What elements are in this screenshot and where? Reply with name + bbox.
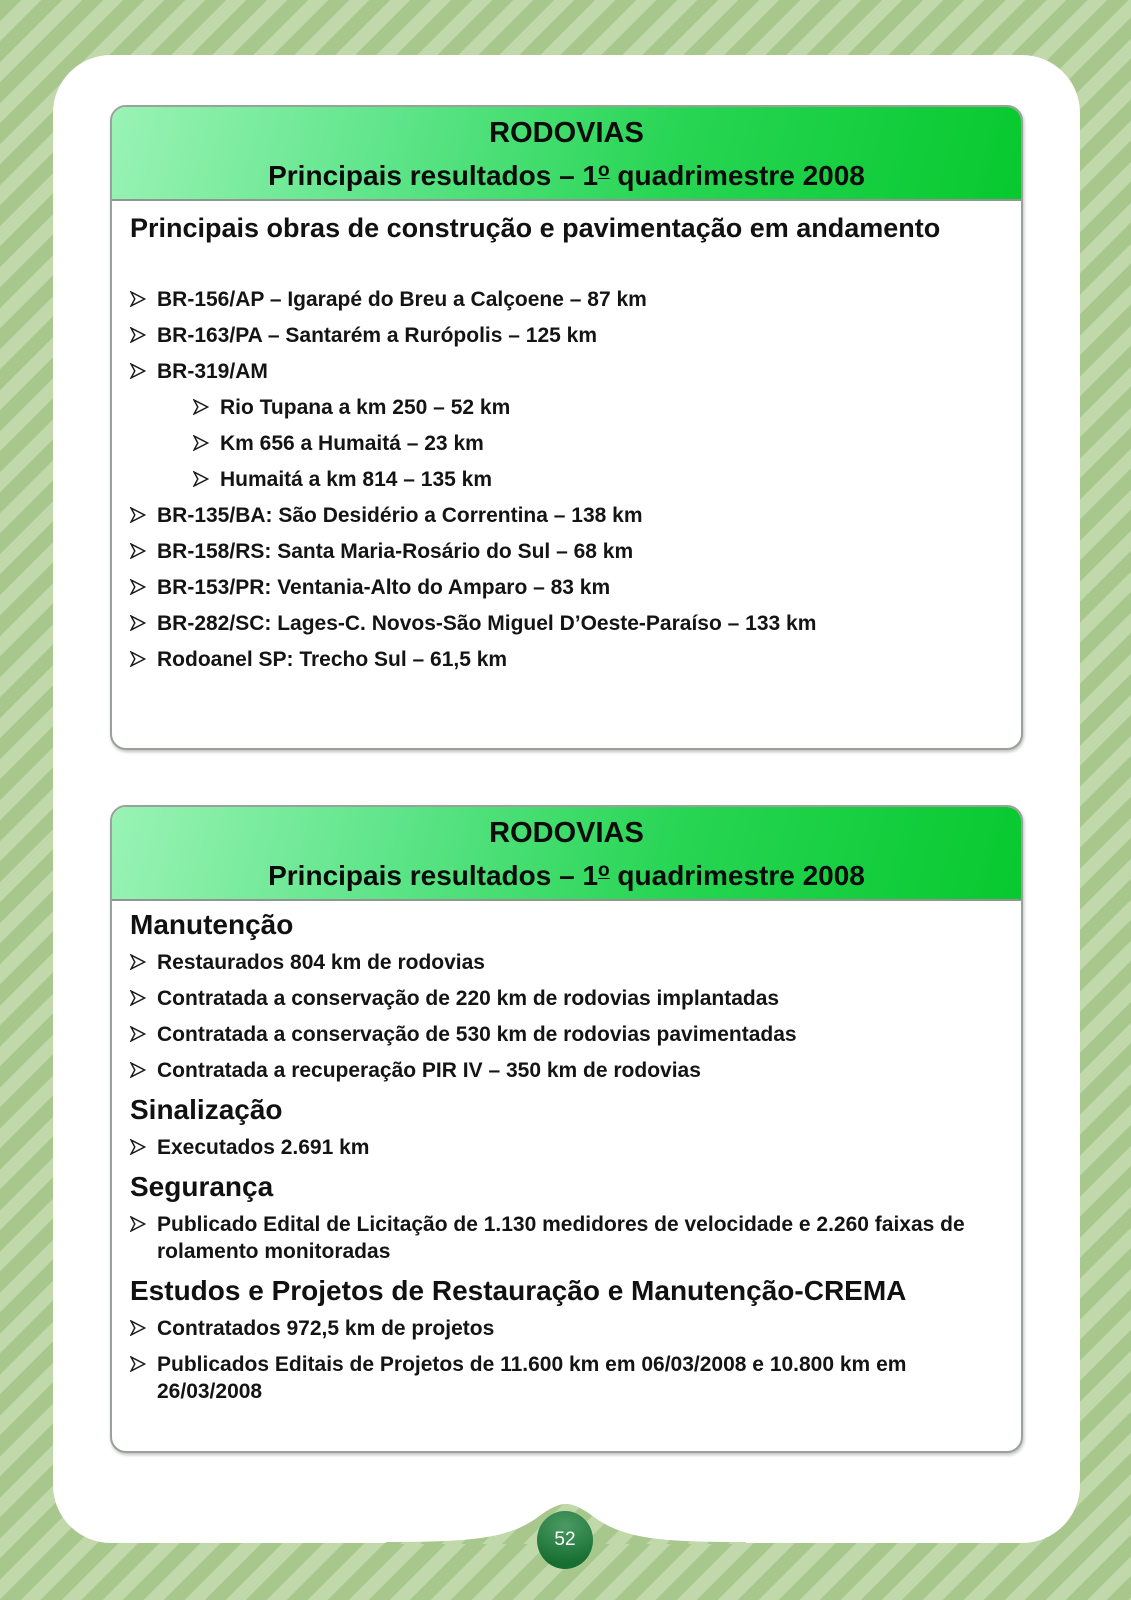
- arrow-bullet-icon: [130, 1057, 157, 1084]
- arrow-bullet-icon: [130, 1315, 157, 1342]
- subtitle-text-after: quadrimestre 2008: [609, 160, 865, 191]
- section-heading-manutencao: Manutenção: [130, 909, 294, 940]
- slide-2-title: RODOVIAS: [489, 817, 644, 849]
- list-item-text: Executados 2.691 km: [157, 1136, 370, 1159]
- list-item-text: BR-135/BA: São Desidério a Correntina – 138 km: [157, 504, 643, 527]
- sinalizacao-list: [130, 1134, 995, 1161]
- arrow-bullet-icon: [193, 432, 220, 456]
- slide-2: [110, 805, 1023, 1453]
- arrow-bullet-icon: [130, 324, 157, 348]
- list-item: [130, 1057, 995, 1084]
- list-item-text: BR-153/PR: Ventania-Alto do Amparo – 83 km: [157, 576, 611, 599]
- list-item: [130, 324, 1001, 348]
- list-item-text: BR-319/AM: [157, 360, 268, 383]
- arrow-bullet-icon: [193, 396, 220, 420]
- list-item-text: Contratada a recuperação PIR IV – 350 km de rodovias: [157, 1059, 701, 1082]
- list-item-text: BR-158/RS: Santa Maria-Rosário do Sul – 68 km: [157, 540, 634, 563]
- works-list: [130, 288, 1001, 672]
- subtitle-text-after: quadrimestre 2008: [609, 860, 865, 891]
- subtitle-text-before: Principais resultados – 1: [268, 160, 599, 191]
- list-item-text: Publicado Edital de Licitação de 1.130 medidores de velocidade e 2.260 faixas de rolamento monitoradas: [157, 1213, 965, 1263]
- list-item-text: BR-163/PA – Santarém a Rurópolis – 125 km: [157, 324, 598, 347]
- arrow-bullet-icon: [130, 504, 157, 528]
- list-item: [193, 396, 1001, 420]
- slide-1: [110, 105, 1023, 750]
- arrow-bullet-icon: [130, 949, 157, 976]
- section-heading-sinalizacao: Sinalização: [130, 1094, 283, 1125]
- list-item-text: Rio Tupana a km 250 – 52 km: [220, 396, 511, 419]
- page-number: 52: [554, 1529, 576, 1550]
- arrow-bullet-icon: [130, 648, 157, 672]
- list-item-text: Publicados Editais de Projetos de 11.600 km em 06/03/2008 e 10.800 km em 26/03/2008: [157, 1353, 907, 1403]
- list-item: [130, 648, 1001, 672]
- list-item: [130, 1351, 995, 1405]
- arrow-bullet-icon: [130, 576, 157, 600]
- arrow-bullet-icon: [130, 1211, 157, 1265]
- estudos-crema-list: [130, 1315, 995, 1405]
- arrow-bullet-icon: [130, 360, 157, 384]
- list-item: [193, 468, 1001, 492]
- list-item-text: Km 656 a Humaitá – 23 km: [220, 432, 484, 455]
- slide-2-content: [112, 901, 1021, 1405]
- list-item: [130, 504, 1001, 528]
- section-heading-seguranca: Segurança: [130, 1171, 274, 1202]
- arrow-bullet-icon: [130, 288, 157, 312]
- list-item-text: BR-156/AP – Igarapé do Breu a Calçoene – 87 km: [157, 288, 647, 311]
- list-item: [130, 576, 1001, 600]
- slide-1-section-title: Principais obras de construção e pavimentação em andamento: [130, 213, 941, 243]
- arrow-bullet-icon: [130, 985, 157, 1012]
- list-item: [130, 949, 995, 976]
- list-item: [130, 540, 1001, 564]
- arrow-bullet-icon: [130, 540, 157, 564]
- page-number-badge: [537, 1511, 593, 1569]
- slide-2-subtitle-line: [112, 851, 1021, 896]
- list-item-text: Restaurados 804 km de rodovias: [157, 951, 485, 974]
- slide-1-content: [112, 201, 1021, 672]
- list-item: [130, 985, 995, 1012]
- list-item: [193, 432, 1001, 456]
- list-item: [130, 360, 1001, 384]
- arrow-bullet-icon: [130, 612, 157, 636]
- slide-1-header: [112, 107, 1021, 201]
- list-item-text: Rodoanel SP: Trecho Sul – 61,5 km: [157, 648, 508, 671]
- list-item-text: Contratada a conservação de 220 km de rodovias implantadas: [157, 987, 780, 1010]
- arrow-bullet-icon: [193, 468, 220, 492]
- slide-2-header: [112, 807, 1021, 901]
- list-item-text: Contratada a conservação de 530 km de rodovias pavimentadas: [157, 1023, 797, 1046]
- slide-1-title: RODOVIAS: [489, 117, 644, 149]
- section-heading-estudos-crema: Estudos e Projetos de Restauração e Manutenção-CREMA: [130, 1275, 907, 1306]
- list-item: [130, 1134, 995, 1161]
- ordinal-indicator: o: [598, 160, 610, 181]
- list-item: [130, 288, 1001, 312]
- manutencao-list: [130, 949, 995, 1084]
- arrow-bullet-icon: [130, 1351, 157, 1405]
- list-item: [130, 612, 1001, 636]
- list-item: [130, 1315, 995, 1342]
- arrow-bullet-icon: [130, 1021, 157, 1048]
- list-item: [130, 1211, 995, 1265]
- list-item-text: BR-282/SC: Lages-C. Novos-São Miguel D’Oeste-Paraíso – 133 km: [157, 612, 817, 635]
- ordinal-indicator: o: [598, 860, 610, 881]
- subtitle-text-before: Principais resultados – 1: [268, 860, 599, 891]
- list-item-text: Contratados 972,5 km de projetos: [157, 1317, 495, 1340]
- list-item: [130, 1021, 995, 1048]
- seguranca-list: [130, 1211, 995, 1265]
- slide-1-subtitle-line: [112, 151, 1021, 196]
- list-item-text: Humaitá a km 814 – 135 km: [220, 468, 492, 491]
- arrow-bullet-icon: [130, 1134, 157, 1161]
